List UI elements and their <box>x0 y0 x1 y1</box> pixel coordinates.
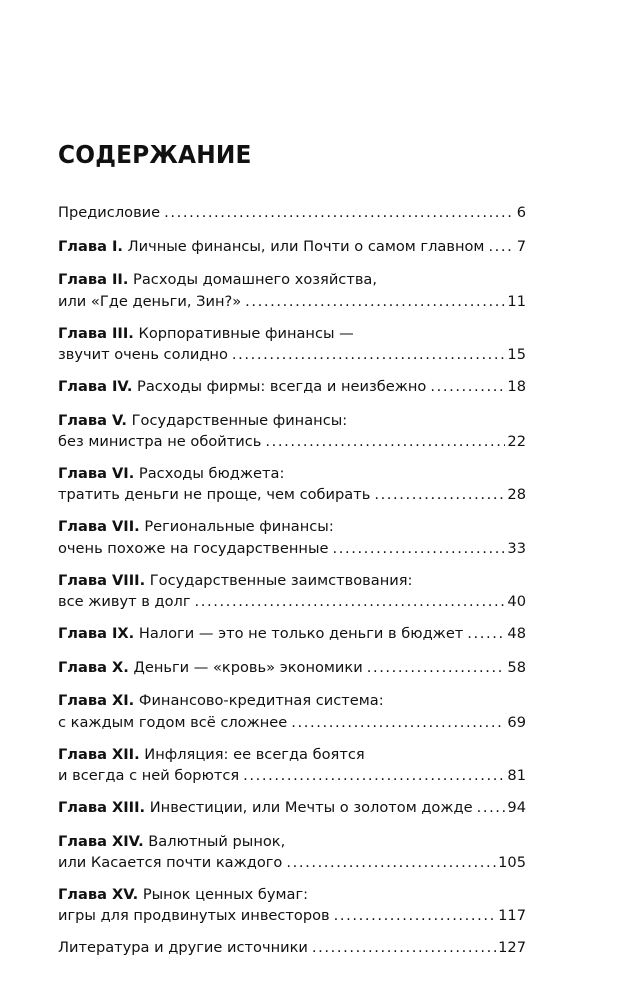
page-number: 28 <box>507 486 526 504</box>
dot-leader <box>243 765 505 787</box>
toc-entry <box>58 376 526 398</box>
toc-entry-text <box>58 852 282 874</box>
toc-entry-line <box>58 690 526 712</box>
toc-entry-line <box>58 484 526 506</box>
toc-entry-text <box>58 905 330 927</box>
dot-leader <box>430 376 505 398</box>
chapter-label: Глава XII. <box>58 745 140 763</box>
chapter-title: Инфляция: ее всегда боятся <box>144 745 365 763</box>
dot-leader <box>332 538 505 560</box>
chapter-label: Глава III. <box>58 324 134 342</box>
toc-entry <box>58 410 526 453</box>
chapter-title: звучит очень солидно <box>58 346 228 364</box>
toc-entry-line <box>58 236 526 258</box>
chapter-title: Расходы домашнего хозяйства, <box>133 271 378 289</box>
toc-entry-text <box>58 884 308 906</box>
toc-entry-line <box>58 376 526 398</box>
toc-entry <box>58 202 526 224</box>
toc-entry <box>58 690 526 733</box>
toc-entry-text <box>58 463 284 485</box>
chapter-title: Валютный рынок, <box>148 832 286 850</box>
toc-entry-text <box>58 937 308 959</box>
toc-entry-text <box>58 431 261 453</box>
chapter-label: Глава VII. <box>58 518 140 536</box>
page-number: 40 <box>507 593 526 611</box>
chapter-title: Региональные финансы: <box>144 518 334 536</box>
toc-entry-text <box>58 344 228 366</box>
chapter-title: Корпоративные финансы — <box>138 324 354 342</box>
dot-leader <box>488 236 514 258</box>
toc-entry-text <box>58 323 354 345</box>
toc-entry-text <box>58 765 239 787</box>
chapter-title: очень похоже на государственные <box>58 539 329 557</box>
page-number: 18 <box>507 377 526 395</box>
page-number: 69 <box>507 713 526 731</box>
chapter-title: тратить деньги не проще, чем собирать <box>58 486 371 504</box>
toc-entry-text <box>58 538 328 560</box>
toc-entry-line <box>58 202 526 224</box>
chapter-title: Расходы бюджета: <box>138 464 285 482</box>
chapter-title: и всегда с ней борются <box>58 767 240 785</box>
dot-leader <box>374 484 505 506</box>
toc-entry-line <box>58 744 526 766</box>
toc-entry-text <box>58 291 241 313</box>
toc-entry <box>58 623 526 645</box>
toc-entry <box>58 797 526 819</box>
toc-entry <box>58 831 526 874</box>
page-title: СОДЕРЖАНИЕ <box>58 140 252 169</box>
toc-entry-line <box>58 431 526 453</box>
toc-entry-text <box>58 712 287 734</box>
chapter-title: игры для продвинутых инвесторов <box>58 907 330 925</box>
dot-leader <box>232 344 506 366</box>
toc-entry-line <box>58 852 526 874</box>
chapter-title: Деньги — «кровь» экономики <box>133 658 363 676</box>
page-number: 117 <box>498 907 526 925</box>
dot-leader <box>291 712 505 734</box>
toc-entry <box>58 516 526 559</box>
page-number: 48 <box>507 624 526 642</box>
dot-leader <box>334 905 496 927</box>
chapter-title: или Касается почти каждого <box>58 854 283 871</box>
toc-entry-text <box>58 269 377 291</box>
toc-entry-text <box>58 484 370 506</box>
toc-entry-text <box>58 570 412 592</box>
chapter-label: Глава X. <box>58 658 129 676</box>
toc-entry <box>58 744 526 787</box>
toc-entry <box>58 570 526 613</box>
dot-leader <box>265 431 505 453</box>
page-number: 7 <box>516 237 526 255</box>
toc-entry-text <box>58 657 363 679</box>
chapter-title: Литература и другие источники <box>58 939 308 957</box>
toc-entry <box>58 323 526 366</box>
toc-entry-text <box>58 591 191 613</box>
chapter-title: Государственные заимствования: <box>149 571 413 589</box>
page-number: 11 <box>507 292 526 310</box>
chapter-label: Глава V. <box>58 411 127 429</box>
dot-leader <box>164 202 515 224</box>
toc-entry-line <box>58 323 526 345</box>
toc-entry-line <box>58 937 526 959</box>
chapter-title: все живут в долг <box>58 593 191 611</box>
chapter-title: Предисловие <box>58 204 161 221</box>
page-number: 127 <box>498 939 526 957</box>
toc-entry-line <box>58 410 526 432</box>
toc-entry <box>58 236 526 258</box>
toc-entry-text <box>58 410 347 432</box>
chapter-label: Глава II. <box>58 271 129 289</box>
chapter-label: Глава VI. <box>58 464 135 482</box>
dot-leader <box>286 852 496 874</box>
chapter-title: Налоги — это не только деньги в бюджет <box>138 624 464 642</box>
toc-entry-text <box>58 744 365 766</box>
chapter-title: Рынок ценных бумаг: <box>142 885 309 903</box>
table-of-contents <box>58 202 526 971</box>
chapter-title: Расходы фирмы: всегда и неизбежно <box>137 377 427 395</box>
toc-entry-line <box>58 516 526 538</box>
toc-entry-line <box>58 765 526 787</box>
chapter-label: Глава XI. <box>58 692 135 710</box>
dot-leader <box>467 623 505 645</box>
chapter-label: Глава XIV. <box>58 832 144 850</box>
toc-entry-text <box>58 797 473 819</box>
toc-entry <box>58 657 526 679</box>
page-number: 22 <box>507 433 526 451</box>
page-number: 15 <box>507 346 526 364</box>
toc-entry <box>58 884 526 927</box>
toc-entry-text <box>58 623 463 645</box>
chapter-label: Глава VIII. <box>58 571 146 589</box>
toc-entry-line <box>58 591 526 613</box>
toc-entry-text <box>58 516 334 538</box>
toc-entry-text <box>58 202 160 224</box>
toc-entry-line <box>58 463 526 485</box>
dot-leader <box>477 797 506 819</box>
toc-entry-line <box>58 269 526 291</box>
chapter-label: Глава I. <box>58 237 123 255</box>
chapter-title: или «Где деньги, Зин?» <box>58 292 242 310</box>
page-number: 58 <box>507 658 526 676</box>
toc-entry-line <box>58 570 526 592</box>
chapter-title: Государственные финансы: <box>131 411 348 429</box>
page-number: 81 <box>507 767 526 785</box>
toc-entry-text <box>58 376 426 398</box>
dot-leader <box>367 657 506 679</box>
toc-entry <box>58 463 526 506</box>
toc-entry-line <box>58 831 526 853</box>
toc-entry-text <box>58 236 484 258</box>
chapter-label: Глава IX. <box>58 624 135 642</box>
toc-entry-text <box>58 690 384 712</box>
chapter-title: без министра не обойтись <box>58 433 262 451</box>
toc-entry-text <box>58 831 285 853</box>
toc-entry-line <box>58 884 526 906</box>
toc-entry-line <box>58 905 526 927</box>
toc-entry-line <box>58 797 526 819</box>
toc-entry-line <box>58 344 526 366</box>
page-number: 6 <box>516 204 526 221</box>
page-number: 33 <box>507 539 526 557</box>
page-number: 105 <box>498 854 526 871</box>
toc-entry-line <box>58 712 526 734</box>
chapter-label: Глава XIII. <box>58 798 146 816</box>
chapter-title: с каждым годом всё сложнее <box>58 713 288 731</box>
page-number: 94 <box>507 798 526 816</box>
dot-leader <box>195 591 506 613</box>
chapter-title: Инвестиции, или Мечты о золотом дожде <box>149 798 473 816</box>
toc-entry-line <box>58 291 526 313</box>
toc-entry-line <box>58 538 526 560</box>
toc-entry <box>58 269 526 312</box>
toc-entry-line <box>58 657 526 679</box>
chapter-title: Финансово-кредитная система: <box>138 692 384 710</box>
chapter-title: Личные финансы, или Почти о самом главном <box>127 237 485 255</box>
chapter-label: Глава IV. <box>58 377 133 395</box>
toc-entry-line <box>58 623 526 645</box>
chapter-label: Глава XV. <box>58 885 139 903</box>
toc-entry <box>58 937 526 959</box>
dot-leader <box>312 937 496 959</box>
dot-leader <box>245 291 505 313</box>
